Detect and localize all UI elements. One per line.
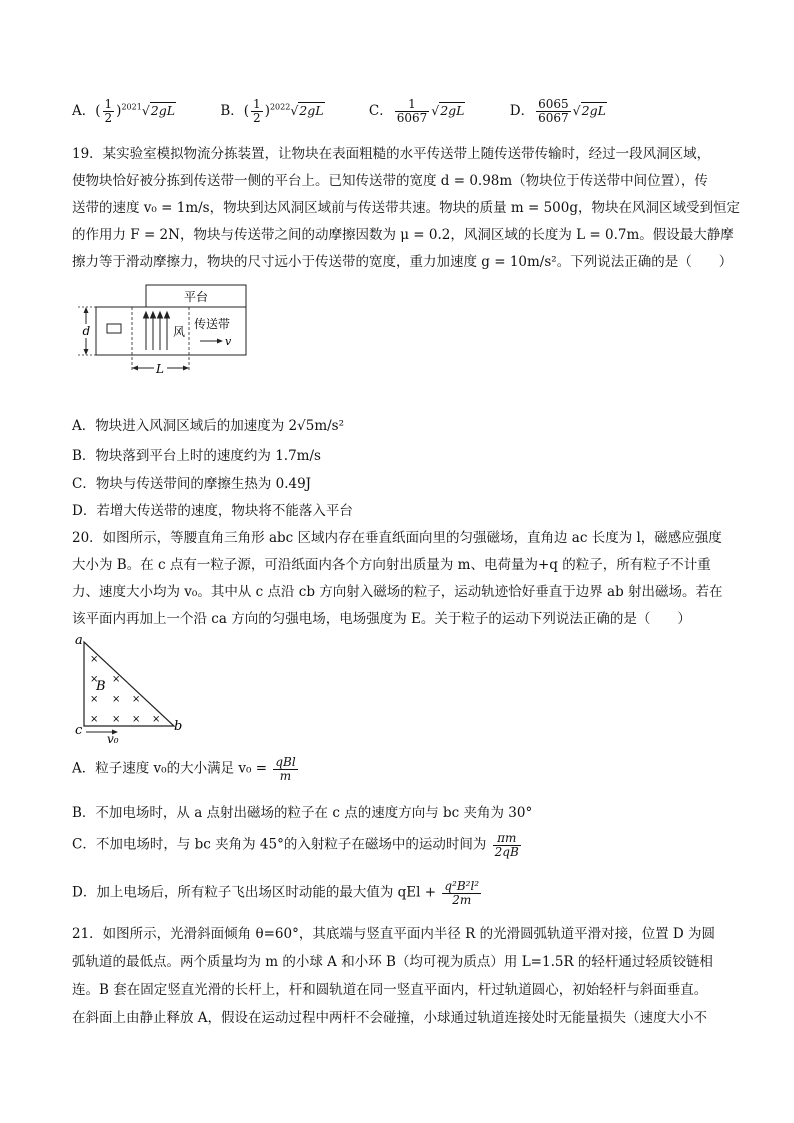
vertex-c-label: c — [75, 723, 83, 738]
q19-line-4: 的作用力 F = 2N，物块与传送带之间的动摩擦因数为 μ = 0.2，风洞区域的长度为 L = 0.7m。假设最大静摩 — [72, 227, 734, 243]
q20-line-4: 该平面内再加上一个沿 ca 方向的匀强电场，电场强度为 E。关于粒子的运动下列说法正确的是（ ） — [72, 611, 691, 627]
q20-option-a: A．粒子速度 v₀的大小满足 v₀ = $\frac{\text{qBl}}{m}$ — [72, 755, 296, 783]
q19-option-a: A．物块进入风洞区域后的加速度为 2√5m/s² — [72, 418, 345, 434]
q20-option-c: C．不加电场时，与 bc 夹角为 45°的入射粒子在磁场中的运动时间为 $\frac{\pi m}{2qB}$ — [72, 831, 519, 859]
svg-text:×: × — [90, 714, 99, 725]
q18-option-b: B．( $\frac{1}{2}$ )$^{2022}$√2gL — [220, 97, 324, 125]
belt-label: 传送带 — [194, 317, 231, 331]
q20-triangle-figure — [74, 632, 194, 744]
platform-label: 平台 — [184, 290, 209, 304]
svg-text:×: × — [112, 694, 121, 705]
q21-line-2: 弧轨道的最低点。两个质量均为 m 的小球 A 和小环 B（均可视为质点）用 L=1.5R 的轻杆通过轻质铰链相 — [72, 954, 713, 970]
q20-line-1: 20．如图所示，等腰直角三角形 abc 区域内存在垂直纸面向里的匀强磁场，直角边 ac 长度为 l，磁感应强度 — [72, 530, 722, 546]
svg-text:×: × — [90, 674, 99, 685]
L-label: L — [156, 362, 164, 376]
q18-option-d: D． $\frac{6065}{6067}$ √2gL — [509, 97, 606, 125]
q19-line-5: 擦力等于滑动摩擦力，物块的尺寸远小于传送带的宽度，重力加速度 g = 10m/s²。下列说法正确的是（ ） — [72, 254, 733, 270]
q19-conveyor-figure — [74, 280, 254, 380]
q19-line-3: 送带的速度 v₀ = 1m/s，物块到达风洞区域前与传送带共速。物块的质量 m = 500g，物块在风洞区域受到恒定 — [72, 200, 740, 216]
svg-text:×: × — [112, 714, 121, 725]
vertex-b-label: b — [174, 719, 183, 734]
q21-line-1: 21．如图所示，光滑斜面倾角 θ=60°，其底端与竖直平面内半径 R 的光滑圆弧轨道平滑对接，位置 D 为圆 — [72, 926, 715, 942]
q20-line-3: 力、速度大小均为 v₀。其中从 c 点沿 cb 方向射入磁场的粒子，运动轨迹恰好垂直于边界 ab 射出磁场。若在 — [72, 584, 723, 600]
q19-line-2: 使物块恰好被分拣到传送带一侧的平台上。已知传送带的宽度 d = 0.98m（物块位于传送带中间位置），传 — [72, 173, 708, 189]
vertex-a-label: a — [75, 633, 83, 648]
svg-text:×: × — [152, 714, 161, 725]
svg-text:×: × — [90, 694, 99, 705]
q21-line-3: 连。B 套在固定竖直光滑的长杆上，杆和圆轨道在同一竖直平面内，杆过轨道圆心，初始轻杆与斜面垂直。 — [72, 982, 708, 998]
q19-option-b: B．物块落到平台上时的速度约为 1.7m/s — [72, 448, 321, 464]
block — [107, 324, 121, 333]
q21-line-4: 在斜面上由静止释放 A，假设在运动过程中两杆不会碰撞，小球通过轨道连接处时无能量损失（速度大小不 — [72, 1010, 708, 1026]
q19-option-d: D．若增大传送带的速度，物块将不能落入平台 — [72, 503, 353, 519]
wind-label: 风 — [173, 325, 186, 339]
svg-text:×: × — [90, 654, 99, 665]
q18-option-a: A．( $\frac{1}{2}$ )$^{2021}$√2gL — [72, 97, 176, 125]
field-B-label: B — [96, 679, 106, 694]
q18-options-row — [72, 98, 607, 124]
d-label: d — [82, 324, 91, 338]
svg-text:×: × — [132, 694, 141, 705]
v0-label: v₀ — [107, 732, 119, 744]
q19-option-c: C．物块与传送带间的摩擦生热为 0.49J — [72, 476, 312, 492]
velocity-label: v — [225, 335, 232, 348]
q20-option-b: B．不加电场时，从 a 点射出磁场的粒子在 c 点的速度方向与 bc 夹角为 30° — [72, 805, 533, 821]
q20-line-2: 大小为 B。在 c 点有一粒子源，可沿纸面内各个方向射出质量为 m、电荷量为+q 的粒子，所有粒子不计重 — [72, 557, 711, 573]
q18-option-c: C． $\frac{1}{6067}$ √2gL — [368, 97, 465, 125]
svg-text:×: × — [132, 714, 141, 725]
svg-text:×: × — [112, 674, 121, 685]
q20-option-d: D．加上电场后，所有粒子飞出场区时动能的最大值为 qEl + $\frac{\text{q²B²l²}}{2m}$ — [72, 879, 480, 907]
q19-line-1: 19．某实验室模拟物流分拣装置，让物块在表面粗糙的水平传送带上随传送带传输时，经过一段风洞区域， — [72, 146, 711, 162]
